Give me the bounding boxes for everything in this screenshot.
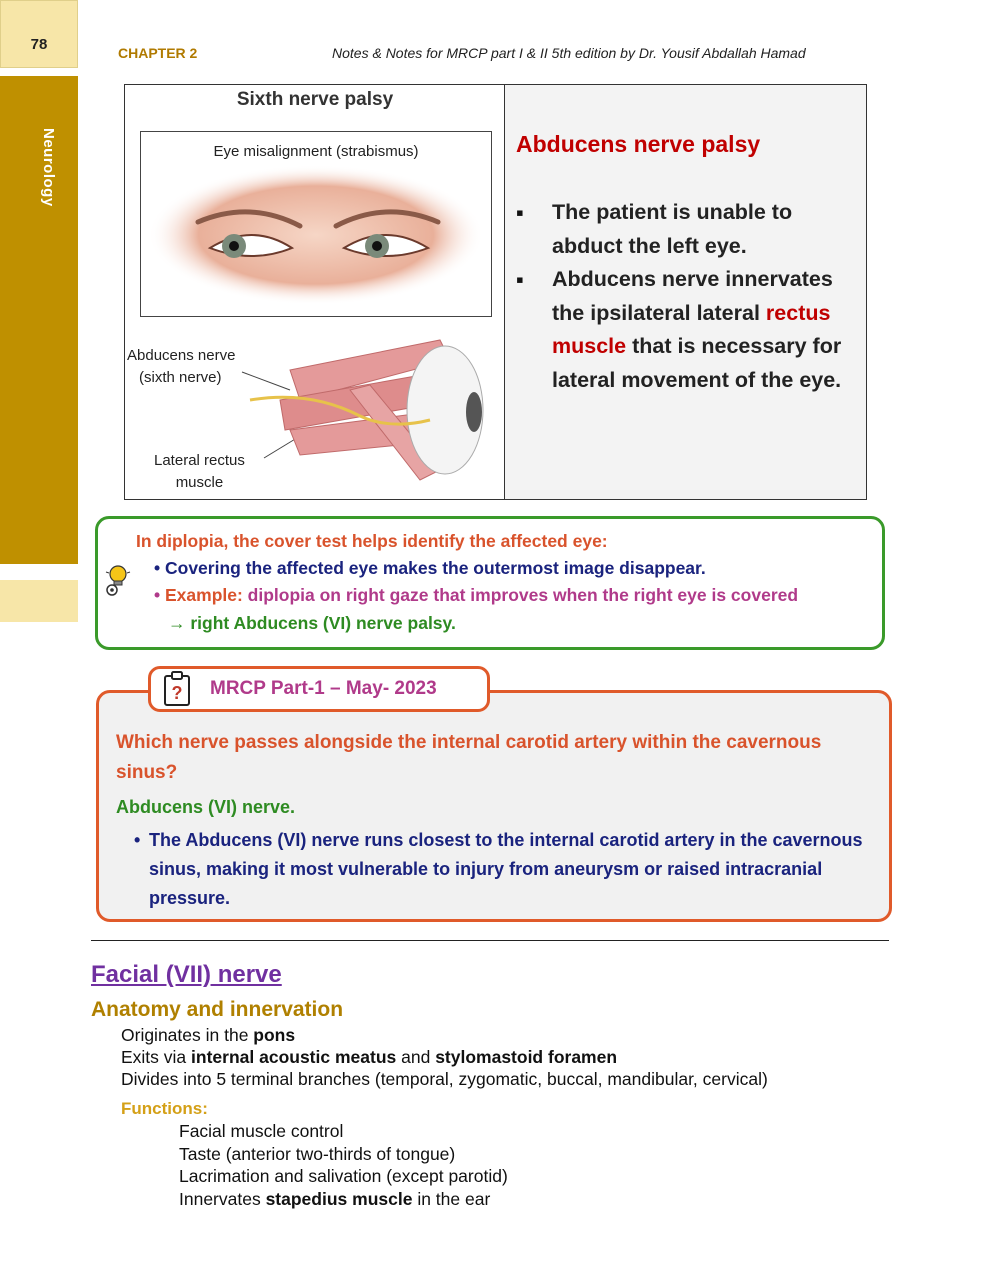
diplopia-bullet: • Covering the affected eye makes the outermost image disappear. [154,558,706,578]
diplopia-conclusion: → right Abducens (VI) nerve palsy. [168,613,456,633]
facial-section-title: Facial (VII) nerve [91,961,282,988]
clipboard-question-icon [162,671,192,707]
divider [91,940,889,941]
chapter-label: CHAPTER 2 [118,45,198,61]
palsy-bullet: ▪ Abducens nerve innervates the ipsilateral lateral rectus muscle that is necessary for lateral movement of the eye. [516,263,856,397]
section-rail [0,76,78,564]
functions-label: Functions: [121,1099,208,1118]
anatomy-line: Divides into 5 terminal branches (temporal, zygomatic, buccal, mandibular, cervical) [121,1069,768,1089]
lightbulb-gear-icon [103,562,131,598]
eyes-illustration [140,160,492,315]
function-item: Taste (anterior two-thirds of tongue) [179,1143,456,1164]
section-tab-label: Neurology [40,128,57,207]
eyeball-muscle-illustration [230,330,500,495]
palsy-title: Abducens nerve palsy [516,131,761,157]
function-item: Facial muscle control [179,1121,344,1141]
figure-title: Sixth nerve palsy [236,89,394,110]
rail-lower-block [0,580,78,622]
palsy-bullet: ▪ The patient is unable to abduct the left eye. [516,196,856,263]
anatomy-line: Originates in the pons [121,1025,296,1045]
diplopia-heading: In diplopia, the cover test helps identify the affected eye: [136,531,608,551]
diplopia-example: • Example: diplopia on right gaze that improves when the right eye is covered [154,585,799,605]
mrcp-question: Which nerve passes alongside the internal carotid artery within the cavernous sinus? [116,732,822,783]
mrcp-tab-label: MRCP Part-1 – May- 2023 [210,678,437,699]
function-item: Lacrimation and salivation (except parotid) [179,1166,508,1186]
palsy-list [516,196,856,397]
anatomy-subtitle: Anatomy and innervation [91,998,344,1021]
mrcp-answer: Abducens (VI) nerve. [116,797,296,817]
svg-text:?: ? [171,683,183,703]
anatomy-line: Exits via internal acoustic meatus and stylomastoid foramen [121,1047,618,1067]
functions-list [179,1120,508,1210]
book-title: Notes & Notes for MRCP part I & II 5th edition by Dr. Yousif Abdallah Hamad [332,45,806,61]
eyes-label: Eye misalignment (strabismus) [213,143,419,160]
page-number: 78 [30,36,48,53]
nerve-label: Abducens nerve (sixth nerve) [127,347,236,386]
function-item: Innervates stapedius muscle in the ear [179,1188,491,1209]
anatomy-lines [121,1024,768,1090]
mrcp-explanation: • The Abducens (VI) nerve runs closest to the internal carotid artery in the cavernous sinus, making it most vulnerable to injury from aneurysm or raised intracranial pressure. [134,826,899,913]
page-number-box [0,0,78,68]
rectus-label: Lateral rectus muscle [154,452,245,491]
